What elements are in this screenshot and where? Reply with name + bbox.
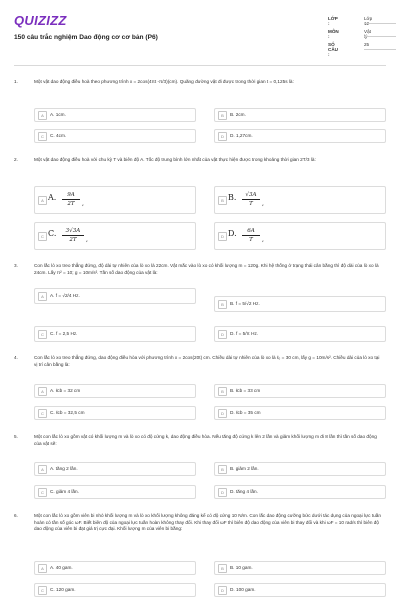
option-label: A. bbox=[48, 193, 57, 202]
option-c[interactable] bbox=[34, 406, 196, 420]
option-text: D. ℓcb = 35 cm bbox=[230, 410, 261, 415]
option-letter: D bbox=[218, 409, 227, 418]
option-letter: A bbox=[38, 111, 47, 120]
option-b[interactable] bbox=[214, 384, 386, 398]
math-fraction bbox=[240, 227, 262, 244]
meta-value: Vật lý bbox=[364, 29, 371, 39]
option-letter: C bbox=[38, 586, 47, 595]
question-text: Con lắc lò xo treo thẳng đứng, độ dài tự nhiên của lò xo là 22cm. Vật mắc vào lò xo có khối lượng m = 120g. Khi hệ thống ở trạng thái cân bằng thì độ dài của lò xo là 24cm. Lấy π² = 10; g = 10m/s². Tần số dao động của vật là: bbox=[34, 263, 379, 275]
option-text: D. 1,27cm. bbox=[230, 133, 253, 138]
option-text: A. f = √2/4 Hz. bbox=[50, 293, 80, 298]
question-text: Một con lắc lò xo gồm vật có khối lượng m và lò xo có độ cứng k, dao động điều hòa. Nếu tăng độ cứng k lên 2 lần và giảm khối lượng m đi 8 lần thì tần số dao động của vật sẽ: bbox=[34, 434, 377, 446]
math-fraction bbox=[240, 191, 262, 208]
option-d[interactable] bbox=[214, 129, 386, 143]
option-letter: B bbox=[218, 196, 227, 205]
page-title: 150 câu trắc nghiệm Dao động cơ cơ bản (P6) bbox=[14, 34, 158, 41]
option-text: D. tăng 4 lần. bbox=[230, 489, 258, 494]
option-text: A. ℓcb = 32 cm bbox=[50, 388, 81, 393]
option-text: D. f = 5/π Hz. bbox=[230, 331, 259, 336]
question-number: 1. bbox=[14, 79, 18, 84]
option-text: B. 10 gam. bbox=[230, 565, 253, 570]
option-text: A. 1cm. bbox=[50, 112, 66, 117]
option-letter: C bbox=[38, 409, 47, 418]
option-d[interactable] bbox=[214, 583, 386, 597]
option-text: C. 4cm. bbox=[50, 133, 67, 138]
option-letter: A bbox=[38, 196, 47, 205]
option-letter: C bbox=[38, 330, 47, 339]
option-letter: B bbox=[218, 111, 227, 120]
option-letter: A bbox=[38, 564, 47, 573]
option-letter: D bbox=[218, 488, 227, 497]
meta-underline bbox=[364, 49, 396, 50]
fraction-denominator: T bbox=[249, 237, 253, 243]
fraction-numerator: √3A bbox=[245, 192, 257, 198]
option-text: C. ℓcb = 32,5 cm bbox=[50, 410, 85, 415]
quizizz-logo: QUIZIZZ bbox=[14, 13, 67, 28]
question-number: 6. bbox=[14, 513, 18, 518]
question-number: 2. bbox=[14, 157, 18, 162]
fraction-numerator: 9A bbox=[67, 192, 75, 198]
option-b[interactable] bbox=[214, 561, 386, 575]
option-text: B. giảm 2 lần. bbox=[230, 466, 259, 471]
option-tail: , bbox=[86, 236, 88, 243]
option-d[interactable] bbox=[214, 406, 386, 420]
option-letter: B bbox=[218, 300, 227, 309]
question-text: Một vật dao động điều hoà với chu kỳ T và biên độ A. Tốc độ trung bình lớn nhất của vật thực hiện được trong khoảng thời gian 2T/3 là: bbox=[34, 157, 316, 162]
option-letter: B bbox=[218, 387, 227, 396]
meta-underline bbox=[364, 36, 396, 37]
header-divider bbox=[14, 65, 386, 66]
option-text: B. f = 5/√2 Hz. bbox=[230, 301, 260, 306]
option-letter: D bbox=[218, 232, 227, 241]
meta-underline bbox=[364, 23, 396, 24]
option-a[interactable] bbox=[34, 186, 196, 214]
option-a[interactable] bbox=[34, 561, 196, 575]
fraction-numerator: 6A bbox=[247, 228, 255, 234]
option-letter: A bbox=[38, 292, 47, 301]
option-d[interactable] bbox=[214, 222, 386, 250]
option-label: C. bbox=[48, 229, 57, 238]
option-letter: C bbox=[38, 232, 47, 241]
fraction-denominator: 2T bbox=[67, 201, 75, 207]
option-text: A. 40 gam. bbox=[50, 565, 73, 570]
option-d[interactable] bbox=[214, 485, 386, 499]
option-letter: D bbox=[218, 586, 227, 595]
option-c[interactable] bbox=[34, 222, 196, 250]
option-text: D. 100 gam. bbox=[230, 587, 256, 592]
math-fraction bbox=[60, 191, 82, 208]
meta-value: Lớp 12 bbox=[364, 16, 373, 26]
option-letter: B bbox=[218, 564, 227, 573]
option-text: C. 120 gam. bbox=[50, 587, 76, 592]
option-letter: A bbox=[38, 465, 47, 474]
option-c[interactable] bbox=[34, 583, 196, 597]
option-c[interactable] bbox=[34, 485, 196, 499]
option-c[interactable] bbox=[34, 326, 196, 342]
option-b[interactable] bbox=[214, 296, 386, 312]
option-b[interactable] bbox=[214, 186, 386, 214]
question-text: Một con lắc lò xo gồm viên bi nhỏ khối lượng m và lò xo khối lượng không đáng kể có độ cứng 10 N/m. Con lắc dao động cưỡng bức dưới tác dụng của ngoại lực tuần hoàn có tần số góc ωF. Biết biên độ của ngoại lực tuần hoàn không thay đổi. Khi thay đổi ωF thì biên độ dao động của viên bi thay đổi và khi ωF = 10 rad/s thì biên độ dao động của viên bi đạt giá trị cực đại. Khối lượng m của viên bi bằng: bbox=[34, 513, 381, 532]
option-text: C. f = 2,5 Hz. bbox=[50, 331, 78, 336]
meta-label: SỐ CÂU : bbox=[328, 42, 338, 57]
fraction-denominator: T bbox=[249, 201, 253, 207]
option-letter: B bbox=[218, 465, 227, 474]
option-b[interactable] bbox=[214, 462, 386, 476]
option-c[interactable] bbox=[34, 129, 196, 143]
option-text: B. 2cm. bbox=[230, 112, 246, 117]
option-letter: D bbox=[218, 330, 227, 339]
option-text: A. tăng 2 lần. bbox=[50, 466, 78, 471]
question-number: 4. bbox=[14, 355, 18, 360]
option-letter: C bbox=[38, 488, 47, 497]
option-letter: A bbox=[38, 387, 47, 396]
option-tail: , bbox=[262, 236, 264, 243]
option-letter: D bbox=[218, 132, 227, 141]
question-text: Một vật dao động điều hoà theo phương trình x = 2cos(4πt -π/3)(cm). Quãng đường vật đi được trong thời gian t = 0,125s là: bbox=[34, 79, 294, 84]
math-fraction bbox=[60, 227, 86, 244]
option-text: B. ℓcb = 33 cm bbox=[230, 388, 261, 393]
option-letter: C bbox=[38, 132, 47, 141]
meta-label: MÔN : bbox=[328, 29, 339, 39]
question-text: Con lắc lò xo treo thẳng đứng, dao động điều hòa với phương trình x = 2cos(20t) cm. Chiều dài tự nhiên của lò xo là ℓ₀ = 30 cm, lấy g = 10m/s². Chiều dài của lò xo tại vị trí cân bằng là: bbox=[34, 355, 380, 367]
fraction-denominator: 2T bbox=[69, 237, 77, 243]
option-text: C. giảm 4 lần. bbox=[50, 489, 79, 494]
option-a[interactable] bbox=[34, 462, 196, 476]
fraction-numerator: 3√3A bbox=[65, 228, 81, 234]
option-b[interactable] bbox=[214, 108, 386, 122]
option-tail: , bbox=[82, 200, 84, 207]
option-label: B. bbox=[228, 193, 237, 202]
option-d[interactable] bbox=[214, 326, 386, 342]
option-a[interactable] bbox=[34, 288, 196, 304]
option-a[interactable] bbox=[34, 384, 196, 398]
question-number: 3. bbox=[14, 263, 18, 268]
question-number: 5. bbox=[14, 434, 18, 439]
option-a[interactable] bbox=[34, 108, 196, 122]
meta-value: 25 bbox=[364, 42, 370, 47]
meta-label: LỚP : bbox=[328, 16, 338, 26]
option-label: D. bbox=[228, 229, 237, 238]
option-tail: , bbox=[262, 200, 264, 207]
